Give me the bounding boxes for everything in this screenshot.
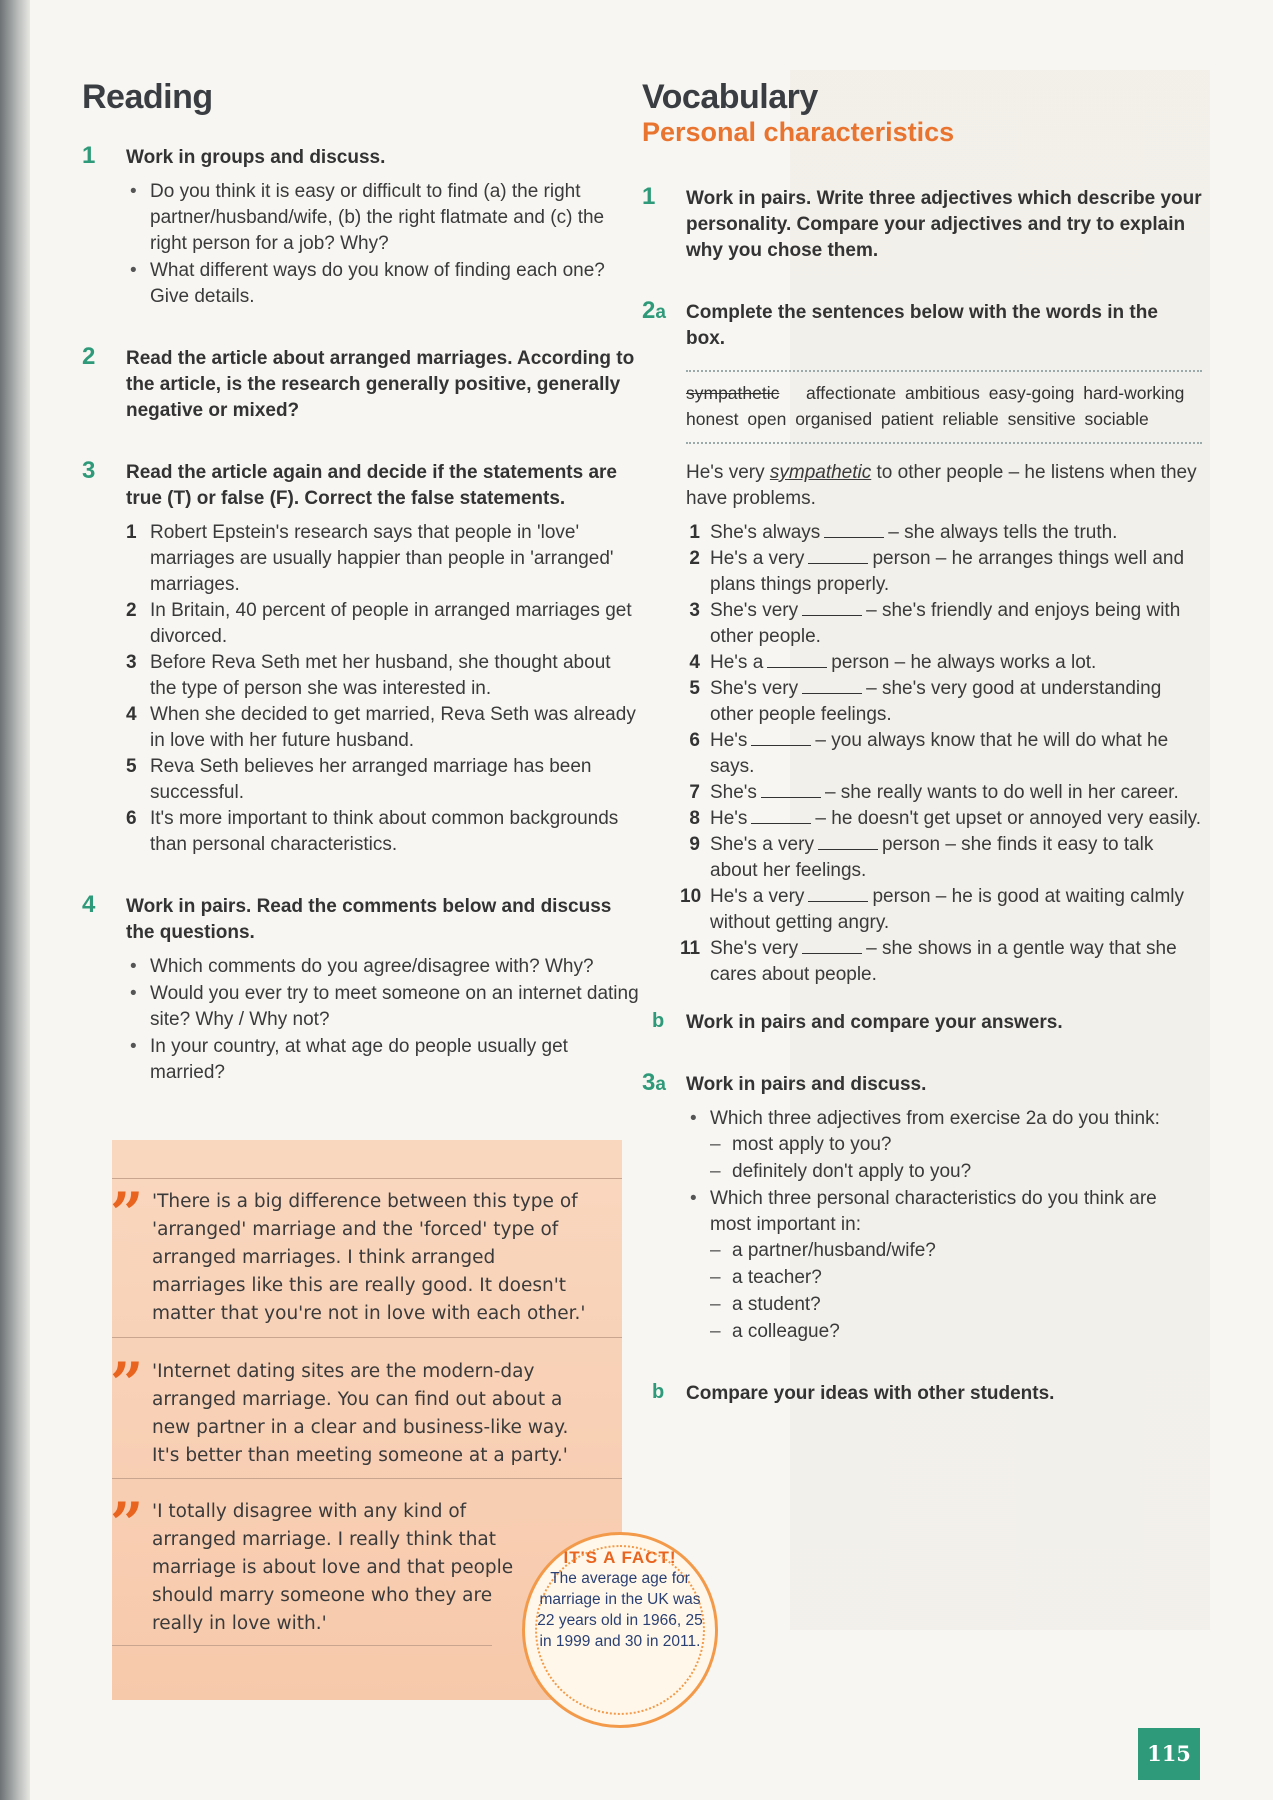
reading-exercise-3 — [82, 457, 642, 858]
its-a-fact-badge — [522, 1532, 718, 1728]
exercise-number: 1 — [82, 142, 96, 169]
discussion-bullets — [126, 954, 642, 1086]
word-box — [686, 370, 1202, 444]
reading-exercise-4 — [82, 891, 642, 1086]
answer-blank[interactable] — [808, 887, 868, 902]
bullet-item: • Which three personal characteristics do you think are most important in: – a partner/husband/wife? – a teacher? – a student? – a colleague? — [710, 1186, 1202, 1345]
answer-blank[interactable] — [808, 549, 868, 564]
answer-blank[interactable] — [761, 783, 821, 798]
dash-item: – a teacher? — [732, 1265, 1202, 1291]
vocabulary-exercise-3a — [642, 1069, 1202, 1345]
badge-text: The average age for marriage in the UK was 22 years old in 1966, 25 in 1999 and 30 in 2011. — [537, 1570, 703, 1650]
discussion-bullets — [126, 179, 642, 310]
page-number: 115 — [1138, 1728, 1200, 1780]
divider — [112, 1337, 622, 1338]
word-list: affectionate ambitious easy-going hard-working honest open organised patient reliable sensitive sociable — [686, 383, 1185, 429]
gap-fill-item: 9 She's a very person – she finds it easy to talk about her feelings. — [689, 834, 1154, 881]
divider — [112, 1645, 492, 1646]
statement-item: 1 Robert Epstein's research says that people in 'love' marriages are usually happier than people in 'arranged' marriages. — [126, 522, 614, 595]
statement-item: 6 It's more important to think about common backgrounds than personal characteristics. — [126, 808, 619, 855]
answer-blank[interactable] — [824, 523, 884, 538]
textbook-page — [30, 0, 1273, 1800]
exercise-instruction: Complete the sentences below with the words in the box. — [686, 302, 1158, 349]
bullet-item: • Which comments do you agree/disagree with? Why? — [150, 954, 642, 980]
answer-blank[interactable] — [751, 731, 811, 746]
vocabulary-section — [642, 78, 1202, 1443]
gap-fill-item: 2 He's a very person – he arranges things well and plans things properly. — [689, 548, 1185, 595]
reading-exercise-2 — [82, 343, 642, 424]
dash-item: – a colleague? — [732, 1319, 1202, 1345]
statement-item: 5 Reva Seth believes her arranged marriage has been successful. — [126, 756, 592, 803]
exercise-instruction: Work in pairs. Read the comments below and discuss the questions. — [126, 896, 612, 943]
statement-item: 2 In Britain, 40 percent of people in arranged marriages get divorced. — [126, 600, 632, 647]
answer-blank[interactable] — [751, 809, 811, 824]
answer-blank[interactable] — [802, 601, 862, 616]
statement-item: 3 Before Reva Seth met her husband, she thought about the type of person she was interested in. — [126, 652, 611, 699]
gap-fill-item: 8 He's – he doesn't get upset or annoyed very easily. — [689, 808, 1202, 829]
gap-fill-list — [680, 520, 1202, 988]
dash-list — [710, 1238, 1202, 1345]
exercise-number: 3 — [82, 457, 96, 484]
exercise-instruction: Work in pairs and discuss. — [686, 1074, 927, 1095]
exercise-instruction: Read the article again and decide if the statements are true (T) or false (F). Correct the false statements. — [126, 462, 617, 509]
answer-blank[interactable] — [802, 939, 862, 954]
quote-mark-icon: ” — [110, 1180, 144, 1248]
bullet-item: • Which three adjectives from exercise 2a do you think: – most apply to you? – definitely don't apply to you? — [710, 1106, 1202, 1185]
exercise-instruction: Work in groups and discuss. — [126, 147, 386, 168]
dash-item: – definitely don't apply to you? — [732, 1159, 1202, 1185]
vocabulary-exercise-3b — [642, 1381, 1202, 1407]
exercise-instruction: Work in pairs. Write three adjectives which describe your personality. Compare your adjectives and try to explain why you chose them. — [686, 188, 1202, 261]
book-spine — [0, 0, 30, 1800]
vocabulary-title: Vocabulary — [642, 78, 818, 116]
reading-section — [82, 78, 642, 1122]
bullet-item: • Do you think it is easy or difficult to find (a) the right partner/husband/wife, (b) the right flatmate and (c) the right person for a job? Why? — [150, 179, 642, 257]
exercise-number: 4 — [82, 891, 96, 918]
dash-item: – a student? — [732, 1292, 1202, 1318]
exercise-instruction: Read the article about arranged marriages. According to the article, is the research generally positive, generally negative or mixed? — [126, 348, 635, 421]
divider — [112, 1478, 622, 1479]
bullet-item: • In your country, at what age do people usually get married? — [150, 1034, 642, 1086]
gap-fill-item: 5 She's very – she's very good at understanding other people feelings. — [689, 678, 1162, 725]
bullet-item: • Would you ever try to meet someone on an internet dating site? Why / Why not? — [150, 981, 642, 1033]
exercise-number: b — [652, 1010, 665, 1032]
vocabulary-exercise-2b — [642, 1010, 1202, 1036]
exercise-number: b — [652, 1381, 665, 1403]
exercise-instruction: Compare your ideas with other students. — [686, 1383, 1055, 1404]
bullet-item: • What different ways do you know of finding each one? Give details. — [150, 258, 642, 310]
gap-fill-item: 1 She's always – she always tells the truth. — [689, 522, 1118, 543]
exercise-number: 2a — [642, 297, 666, 324]
exercise-instruction: Work in pairs and compare your answers. — [686, 1012, 1063, 1033]
dash-item: – most apply to you? — [732, 1132, 1202, 1158]
discussion-bullets — [686, 1106, 1202, 1345]
dash-item: – a partner/husband/wife? — [732, 1238, 1202, 1264]
gap-fill-item: 11 She's very – she shows in a gentle way that she cares about people. — [680, 938, 1177, 985]
exercise-number: 2 — [82, 343, 96, 370]
statement-list — [126, 520, 642, 858]
answer-blank[interactable] — [767, 653, 827, 668]
comment-3: ” 'I totally disagree with any kind of arranged marriage. I really think that marriage is about love and that people should marry someone who they are really in love with.' — [110, 1490, 514, 1634]
gap-fill-item: 6 He's – you always know that he will do what he says. — [689, 730, 1169, 777]
gap-fill-item: 3 She's very – she's friendly and enjoys being with other people. — [689, 600, 1181, 647]
exercise-number: 1 — [642, 183, 656, 210]
reading-exercise-1 — [82, 142, 642, 310]
quote-mark-icon: ” — [110, 1490, 144, 1558]
vocabulary-subtitle: Personal characteristics — [642, 117, 955, 147]
comment-1: ” 'There is a big difference between this type of 'arranged' marriage and the 'forced' type of arranged marriages. I think arranged marriages like this are really good. It doesn't matter that you're not in love with each other.' — [110, 1180, 586, 1324]
vocabulary-exercise-1 — [642, 183, 1202, 264]
vocabulary-exercise-2a — [642, 297, 1202, 988]
answer-blank[interactable] — [818, 835, 878, 850]
struck-word: sympathetic — [686, 383, 780, 403]
gap-fill-item: 4 He's a person – he always works a lot. — [689, 652, 1097, 673]
badge-heading: IT'S A FACT! — [563, 1548, 677, 1567]
comment-2: ” 'Internet dating sites are the modern-day arranged marriage. You can find out about a new partner in a clear and business-like way. It's better than meeting someone at a party.' — [110, 1350, 569, 1466]
statement-item: 4 When she decided to get married, Reva Seth was already in love with her future husband. — [126, 704, 636, 751]
reading-title: Reading — [82, 78, 213, 116]
gap-fill-item: 7 She's – she really wants to do well in her career. — [689, 782, 1179, 803]
exercise-number: 3a — [642, 1069, 666, 1096]
example-sentence: He's very sympathetic to other people – he listens when they have problems. — [686, 462, 1197, 509]
dash-list — [710, 1132, 1202, 1185]
quote-mark-icon: ” — [110, 1350, 144, 1418]
gap-fill-item: 10 He's a very person – he is good at waiting calmly without getting angry. — [680, 886, 1184, 933]
answer-blank[interactable] — [802, 679, 862, 694]
divider — [112, 1178, 622, 1179]
